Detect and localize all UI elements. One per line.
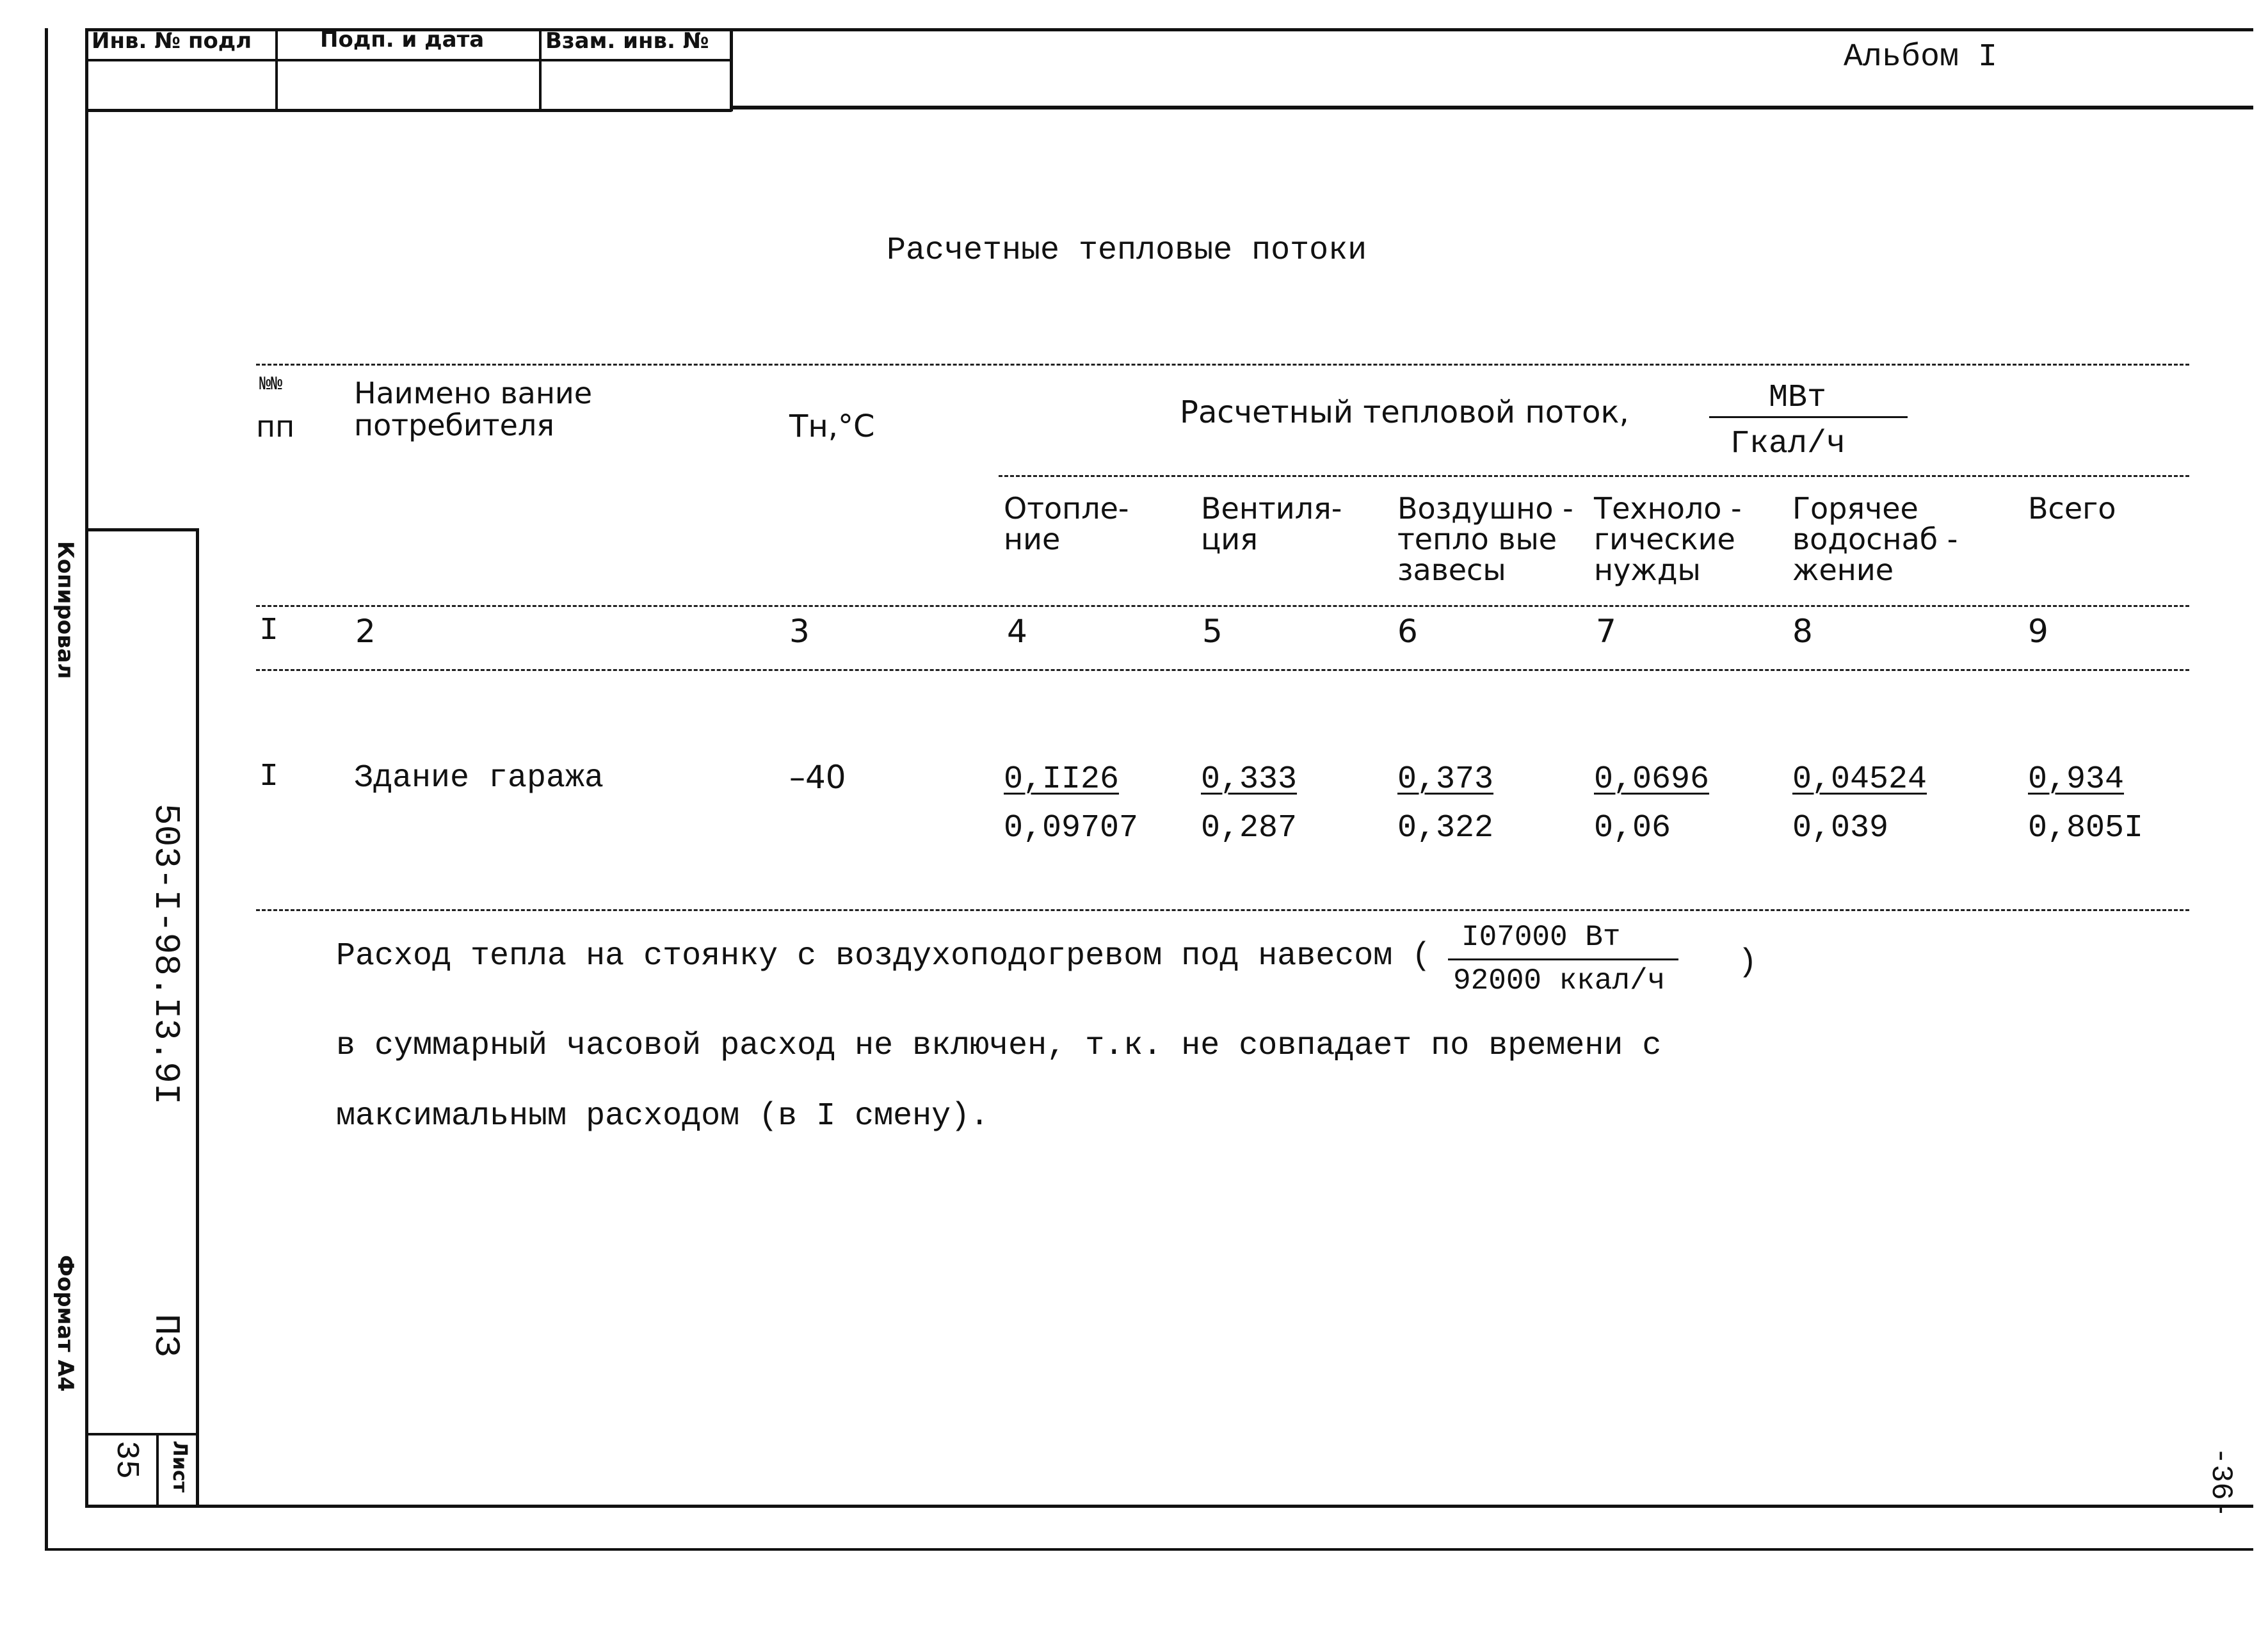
value-ventilation-gcal: 0,287 bbox=[1201, 810, 1298, 846]
note-line1-end: ) bbox=[1738, 944, 1758, 981]
doc-code: 503-I-98.I3.9I bbox=[145, 804, 186, 1105]
stamp-div-3 bbox=[730, 28, 733, 111]
side-block-top bbox=[85, 528, 199, 531]
row-temp: –40 bbox=[789, 759, 846, 796]
value-total-gcal: 0,805I bbox=[2028, 810, 2144, 846]
value-air-curtains-gcal: 0,322 bbox=[1397, 810, 1494, 846]
sheet-number: 35 bbox=[108, 1441, 144, 1480]
subheader-air-curtains-l3: завесы bbox=[1397, 553, 1506, 587]
header-name-line2: потребителя bbox=[354, 408, 554, 442]
stamp-div-1 bbox=[275, 28, 278, 111]
subheader-ventilation-l1: Вентиля- bbox=[1201, 491, 1342, 526]
subheader-process bbox=[1594, 493, 1742, 585]
subheader-hot-water-l3: жение bbox=[1792, 553, 1894, 587]
colnum-9: 9 bbox=[2028, 613, 2048, 650]
subheader-hot-water-l1: Горячее bbox=[1792, 491, 1918, 526]
colnum-4: 4 bbox=[1007, 613, 1027, 650]
subheader-heating bbox=[1004, 493, 1129, 554]
table-rule-top bbox=[256, 364, 2189, 366]
value-process-mw: 0,0696 bbox=[1594, 761, 1710, 798]
value-hot-water-mw: 0,04524 bbox=[1792, 761, 1927, 798]
subheader-process-l3: нужды bbox=[1594, 553, 1701, 587]
section-code: ПЗ bbox=[145, 1314, 186, 1357]
table-rule-end bbox=[256, 909, 2189, 911]
header-name-line1: Наимено вание bbox=[354, 376, 593, 410]
stamp-vzam-inv: Взам. инв. № bbox=[545, 28, 709, 54]
table-rule-header-bottom bbox=[256, 605, 2189, 607]
format-label: Формат А4 bbox=[52, 1255, 78, 1392]
subheader-air-curtains-l1: Воздушно - bbox=[1397, 491, 1573, 526]
header-num-line1: №№ bbox=[259, 374, 283, 396]
header-unit-bottom: Гкал/ч bbox=[1730, 426, 1846, 462]
subheader-ventilation-l2: ция bbox=[1201, 522, 1258, 556]
row-num: I bbox=[259, 759, 279, 795]
subheader-process-l2: гические bbox=[1594, 522, 1735, 556]
subheader-hot-water-l2: водоснаб - bbox=[1792, 522, 1958, 556]
page-title: Расчетные тепловые потоки bbox=[887, 232, 1367, 269]
colnum-6: 6 bbox=[1397, 613, 1418, 650]
note-line3: максимальным расходом (в I смену). bbox=[336, 1098, 990, 1135]
side-block-sheet-div bbox=[156, 1433, 159, 1508]
header-temp: Тн,°С bbox=[789, 408, 875, 444]
stamp-podp-data: Подп. и дата bbox=[320, 27, 485, 53]
subheader-air-curtains bbox=[1397, 493, 1573, 585]
header-unit-bar bbox=[1709, 416, 1908, 418]
colnum-1: I bbox=[259, 613, 279, 649]
page-mark: -36- bbox=[2204, 1447, 2237, 1518]
header-unit-top: МВт bbox=[1769, 380, 1827, 416]
subheader-air-curtains-l2: тепло вые bbox=[1397, 522, 1557, 556]
colnum-8: 8 bbox=[1792, 613, 1813, 650]
frame-left-outer bbox=[45, 28, 48, 1550]
table-rule-colnum-bottom bbox=[256, 669, 2189, 671]
side-block-right bbox=[196, 528, 199, 1508]
value-process-gcal: 0,06 bbox=[1594, 810, 1671, 846]
subheader-total bbox=[2028, 493, 2116, 524]
colnum-2: 2 bbox=[355, 613, 376, 650]
value-total-mw: 0,934 bbox=[2028, 761, 2125, 798]
subheader-heating-l1: Отопле- bbox=[1004, 491, 1129, 526]
colnum-5: 5 bbox=[1202, 613, 1223, 650]
frame-left-inner bbox=[85, 28, 88, 1507]
side-block-sheet-top bbox=[85, 1433, 199, 1435]
header-flow: Расчетный тепловой поток, bbox=[1180, 394, 1629, 430]
table-rule-sub bbox=[999, 475, 2189, 477]
kopiroval-label: Копировал bbox=[52, 541, 78, 679]
frame-bottom bbox=[85, 1505, 2253, 1508]
value-air-curtains-mw: 0,373 bbox=[1397, 761, 1494, 798]
value-heating-gcal: 0,09707 bbox=[1004, 810, 1139, 846]
note-frac-top: I07000 Вт bbox=[1461, 921, 1621, 954]
sheet-label: Лист bbox=[168, 1441, 191, 1493]
stamp-inv-podl: Инв. № подл bbox=[92, 28, 252, 54]
colnum-7: 7 bbox=[1596, 613, 1616, 650]
stamp-bottom-line bbox=[85, 109, 732, 112]
subheader-ventilation bbox=[1201, 493, 1342, 554]
header-bottom-line bbox=[730, 106, 2253, 109]
stamp-div-2 bbox=[539, 28, 542, 111]
note-frac-bottom: 92000 ккал/ч bbox=[1453, 964, 1666, 998]
stamp-mid-line bbox=[85, 59, 732, 61]
frame-bottom-outer bbox=[45, 1548, 2253, 1551]
value-hot-water-gcal: 0,039 bbox=[1792, 810, 1889, 846]
value-heating-mw: 0,II26 bbox=[1004, 761, 1120, 798]
subheader-heating-l2: ние bbox=[1004, 522, 1061, 556]
subheader-hot-water bbox=[1792, 493, 1958, 585]
subheader-process-l1: Техноло - bbox=[1594, 491, 1742, 526]
note-line2: в суммарный часовой расход не включен, т.к. не совпадает по времени с bbox=[336, 1028, 1662, 1064]
subheader-total-l1: Всего bbox=[2028, 491, 2116, 526]
row-name: Здание гаража bbox=[354, 760, 604, 796]
value-ventilation-mw: 0,333 bbox=[1201, 761, 1298, 798]
album-label: Альбом I bbox=[1844, 39, 1998, 76]
header-num-line2: пп bbox=[256, 409, 295, 444]
note-line1: Расход тепла на стоянку с воздухоподогревом под навесом ( bbox=[336, 938, 1431, 974]
note-frac-bar bbox=[1448, 958, 1678, 960]
colnum-3: 3 bbox=[789, 613, 810, 650]
